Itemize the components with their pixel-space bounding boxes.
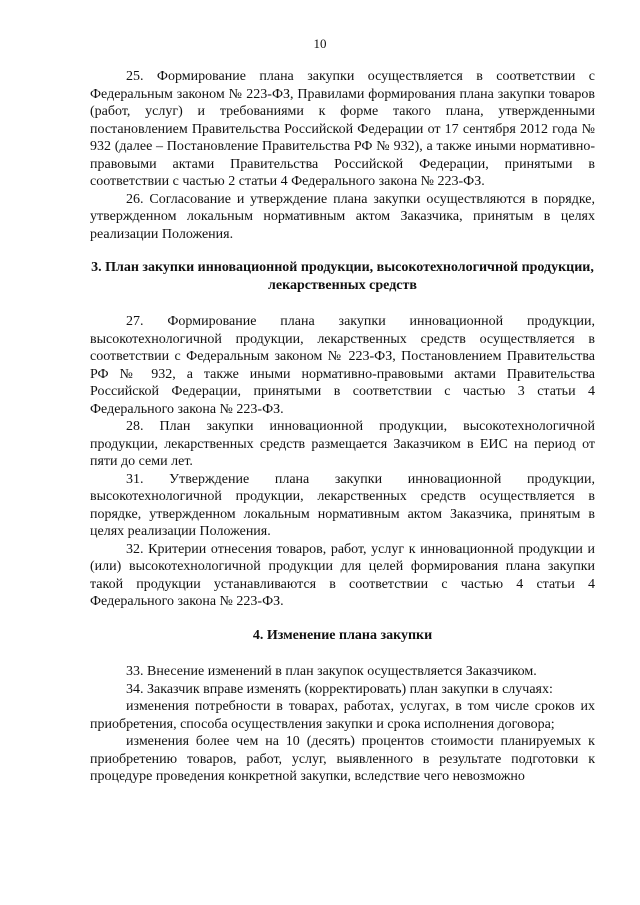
paragraph-34-item-1: изменения потребности в товарах, работах, услугах, в том числе сроков их приобретения, способа осуществления закупки и срока исполнения договора;	[90, 699, 595, 732]
paragraph-31: 31. Утверждение плана закупки инновационной продукции, высокотехнологичной продукции, лекарственных средств осуществляется в порядке, утвержденном локальным нормативным актом Заказчика, принятым в целях реализации Положения.	[90, 471, 595, 539]
paragraph-25: 25. Формирование плана закупки осуществляется в соответствии с Федеральным законом № 223-ФЗ, Правилами формирования плана закупки товаров (работ, услуг) и требованиями к форме такого плана, утвержденными постановлением Правительства Российской Федерации от 17 сентября 2012 года № 932 (далее – Постановление Правительства РФ № 932), а также иными нормативно-правовыми актами Правительства Российской Федерации, принятыми в соответствии с частью 2 статьи 4 Федерального закона № 223-ФЗ.	[90, 69, 595, 189]
paragraph-34: 34. Заказчик вправе изменять (корректировать) план закупки в случаях:	[126, 681, 553, 697]
page-number: 10	[313, 36, 327, 51]
document-body	[90, 68, 595, 786]
paragraph-27: 27. Формирование плана закупки инновационной продукции, высокотехнологичной продукции, лекарственных средств осуществляется в соответствии с Федеральным законом № 223-ФЗ, Постановлением Правительства РФ № 932, а также иными нормативно-правовыми актами Правительства Российской Федерации, принятыми в соответствии с частью 3 статьи 4 Федерального закона № 223-ФЗ.	[90, 314, 595, 417]
section-heading-3: 3. План закупки инновационной продукции, высокотехнологичной продукции, лекарственных средств	[91, 260, 594, 293]
paragraph-32: 32. Критерии отнесения товаров, работ, услуг к инновационной продукции и (или) высокотехнологичной продукции для целей формирования плана закупки такой продукции устанавливаются в соответствии с частью 4 статьи 4 Федерального закона № 223-ФЗ.	[90, 541, 595, 609]
paragraph-28: 28. План закупки инновационной продукции, высокотехнологичной продукции, лекарственных средств размещается Заказчиком в ЕИС на период от пяти до семи лет.	[90, 419, 595, 469]
paragraph-33: 33. Внесение изменений в план закупок осуществляется Заказчиком.	[126, 664, 537, 679]
section-heading-4: 4. Изменение плана закупки	[252, 627, 433, 643]
paragraph-34-item-2: изменения более чем на 10 (десять) процентов стоимости планируемых к приобретению товаров, работ, услуг, выявленного в результате подготовки к процедуре проведения конкретной закупки, вследствие чего невозможно	[90, 734, 595, 784]
paragraph-26: 26. Согласование и утверждение плана закупки осуществляются в порядке, утвержденном локальным нормативным актом Заказчика, принятым в целях реализации Положения.	[90, 191, 595, 242]
